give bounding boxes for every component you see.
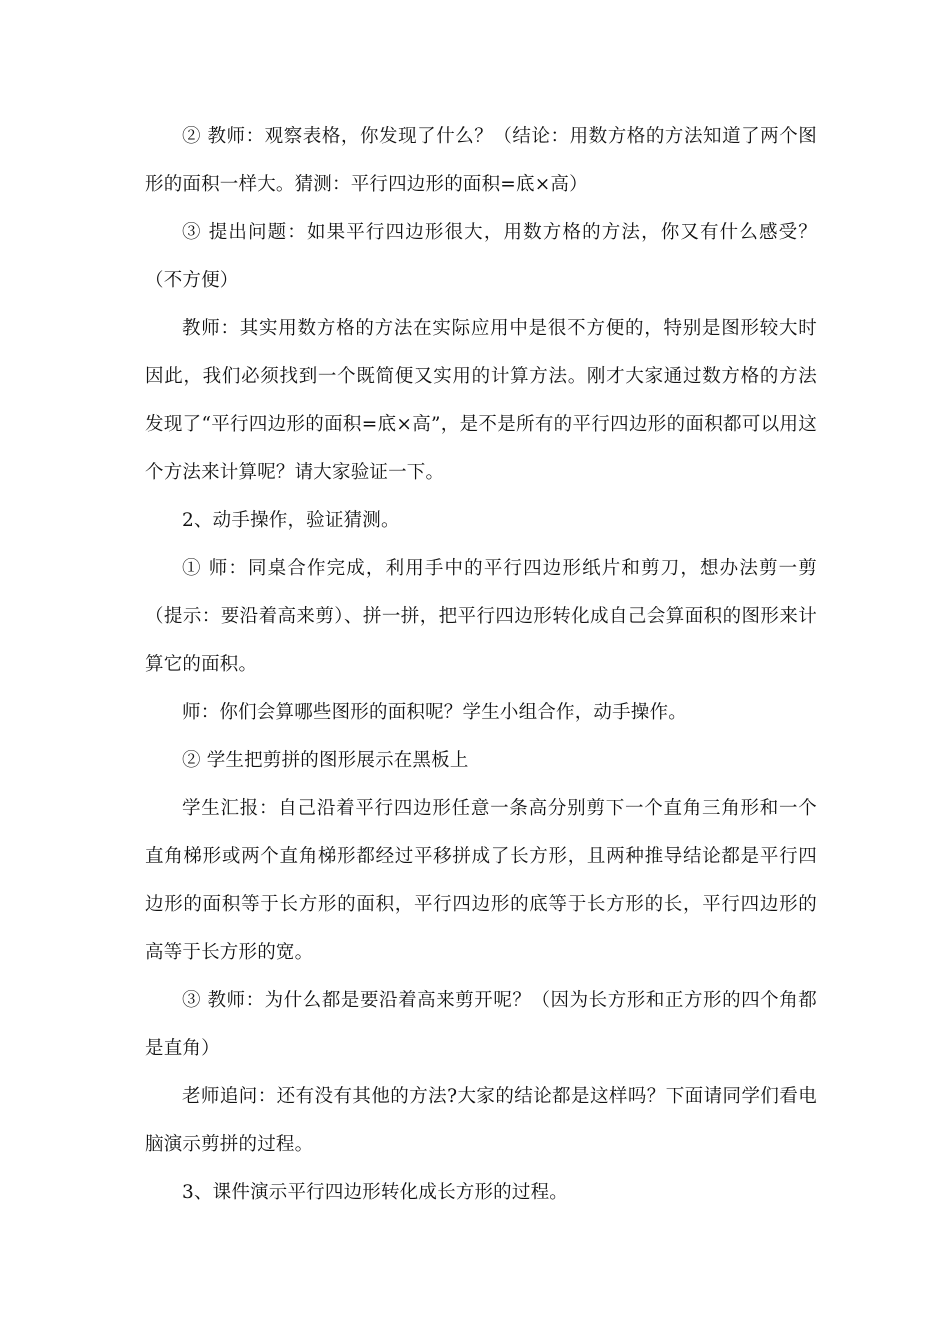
paragraph-desk-mate-task: ① 师：同桌合作完成，利用手中的平行四边形纸片和剪刀，想办法剪一剪（提示：要沿着高来剪）、拼一拼，把平行四边形转化成自己会算面积的图形来计算它的面积。 — [145, 558, 817, 675]
paragraph-show-on-board: ② 学生把剪拼的图形展示在黑板上 — [182, 750, 469, 771]
paragraph-teacher-follow-up: 老师追问：还有没有其他的方法?大家的结论都是这样吗？下面请同学们看电脑演示剪拼的过程。 — [145, 1086, 817, 1155]
paragraph-observe-table: ② 教师：观察表格，你发现了什么？（结论：用数方格的方法知道了两个图形的面积一样大。猜测：平行四边形的面积=底×高） — [145, 126, 817, 195]
paragraph-section-2-heading: 2、动手操作，验证猜测。 — [182, 510, 400, 531]
paragraph-student-report: 学生汇报：自己沿着平行四边形任意一条高分别剪下一个直角三角形和一个直角梯形或两个直角梯形都经过平移拼成了长方形，且两种推导结论都是平行四边形的面积等于长方形的面积，平行四边形的底等于长方形的长，平行四边形的高等于长方形的宽。 — [145, 798, 817, 963]
paragraph-why-cut-along-height: ③ 教师：为什么都是要沿着高来剪开呢？（因为长方形和正方形的四个角都是直角） — [145, 990, 817, 1059]
paragraph-section-3-heading: 3、课件演示平行四边形转化成长方形的过程。 — [182, 1182, 568, 1203]
paragraph-teacher-ask: 师：你们会算哪些图形的面积呢？学生小组合作，动手操作。 — [182, 702, 687, 723]
paragraph-pose-question: ③ 提出问题：如果平行四边形很大，用数方格的方法，你又有什么感受？（不方便） — [145, 222, 817, 291]
paragraph-teacher-explain: 教师：其实用数方格的方法在实际应用中是很不方便的，特别是图形较大时因此，我们必须找到一个既简便又实用的计算方法。刚才大家通过数方格的方法发现了“平行四边形的面积=底×高”，是不是所有的平行四边形的面积都可以用这个方法来计算呢？请大家验证一下。 — [145, 318, 817, 483]
